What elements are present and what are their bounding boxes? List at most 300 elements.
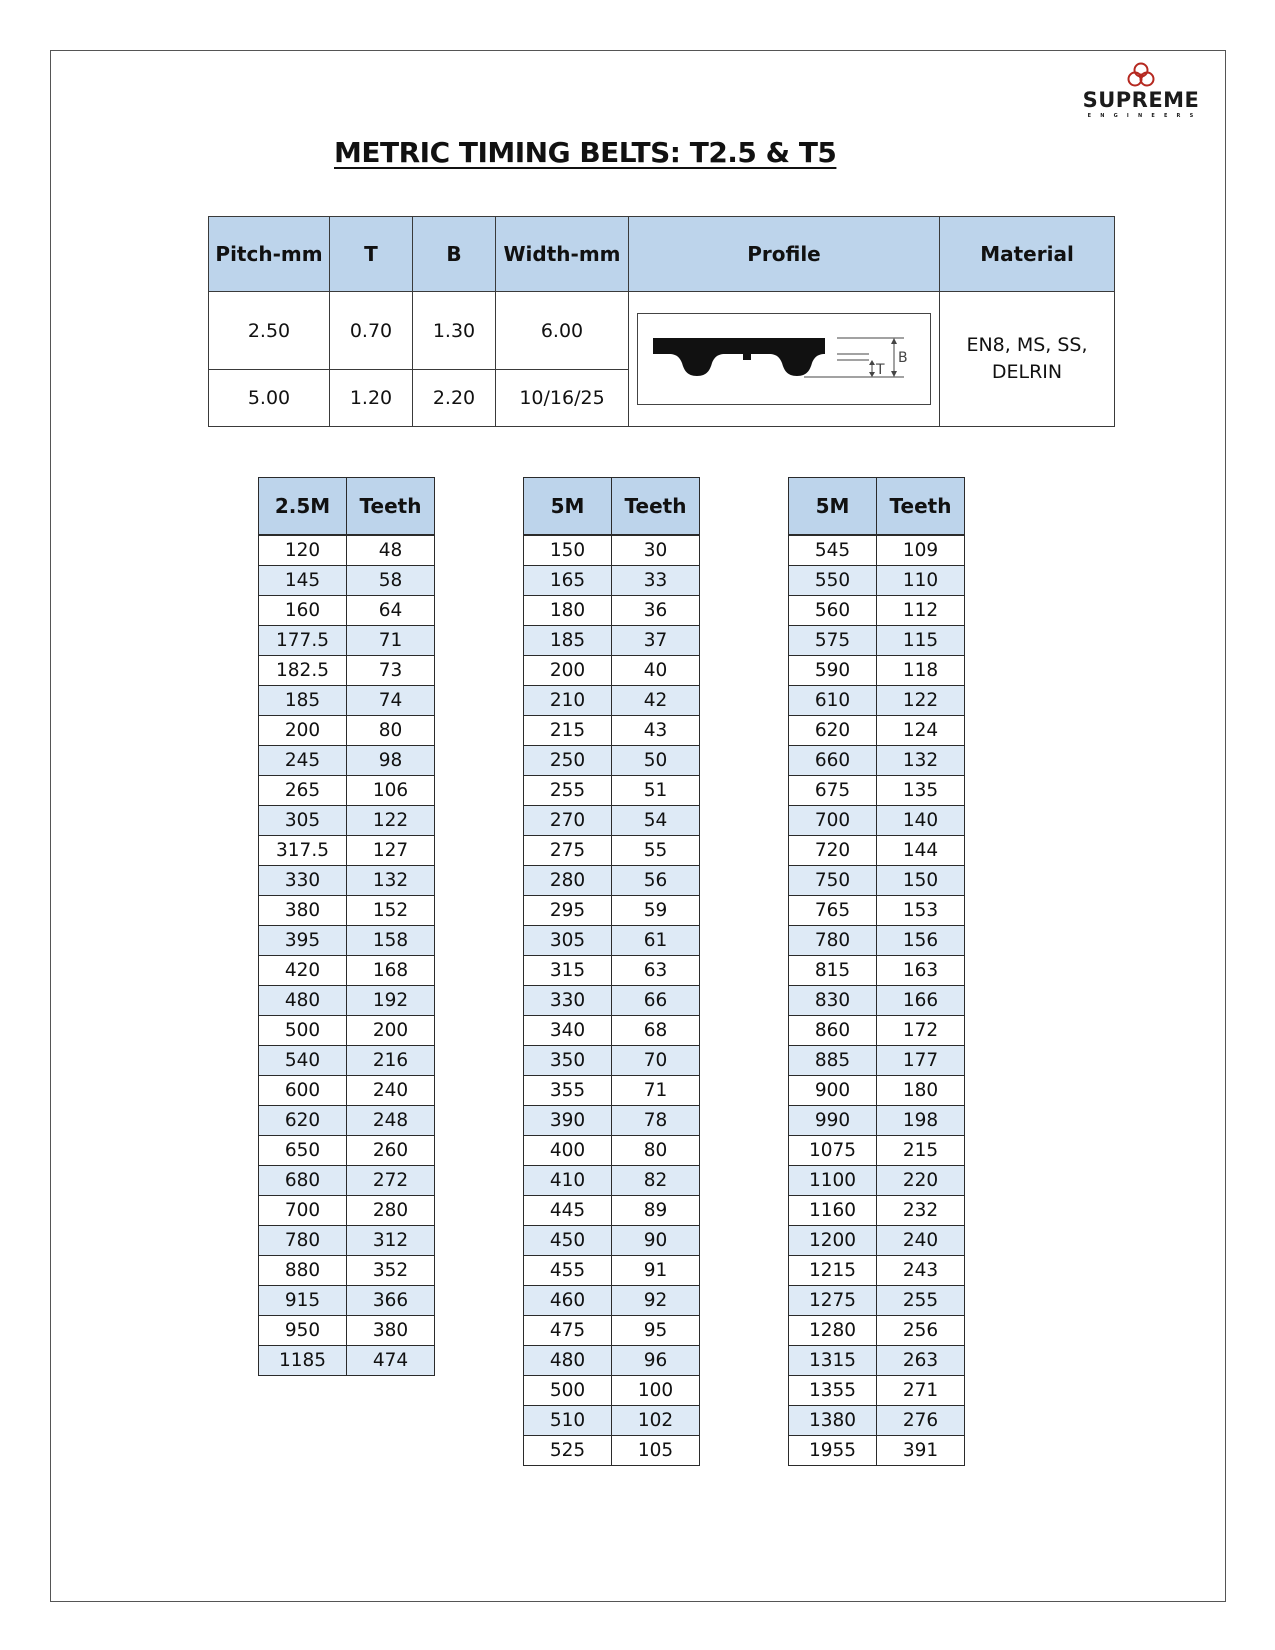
table-row <box>524 1016 700 1046</box>
teeth-cell: 168 <box>347 956 435 986</box>
belt-profile-icon <box>639 314 929 402</box>
length-cell: 1075 <box>789 1136 877 1166</box>
teeth-cell: 78 <box>612 1106 700 1136</box>
table-row <box>259 656 435 686</box>
table-row <box>789 1316 965 1346</box>
cell-profile <box>629 292 940 427</box>
table-row <box>789 656 965 686</box>
teeth-cell: 63 <box>612 956 700 986</box>
table-row <box>259 1256 435 1286</box>
teeth-cell: 48 <box>347 535 435 566</box>
teeth-cell: 271 <box>877 1376 965 1406</box>
table-row <box>524 866 700 896</box>
teeth-cell: 100 <box>612 1376 700 1406</box>
teeth-cell: 58 <box>347 566 435 596</box>
teeth-cell: 352 <box>347 1256 435 1286</box>
table-row <box>259 926 435 956</box>
length-cell: 560 <box>789 596 877 626</box>
cell-t: 0.70 <box>330 292 413 370</box>
teeth-cell: 153 <box>877 896 965 926</box>
length-cell: 180 <box>524 596 612 626</box>
length-cell: 550 <box>789 566 877 596</box>
company-logo <box>1076 62 1206 132</box>
table-row <box>259 1136 435 1166</box>
table-row <box>524 1436 700 1466</box>
length-cell: 185 <box>259 686 347 716</box>
teeth-cell: 177 <box>877 1046 965 1076</box>
length-cell: 395 <box>259 926 347 956</box>
teeth-cell: 127 <box>347 836 435 866</box>
length-cell: 460 <box>524 1286 612 1316</box>
header-material: Material <box>940 217 1115 292</box>
teeth-cell: 59 <box>612 896 700 926</box>
length-cell: 480 <box>524 1346 612 1376</box>
teeth-cell: 215 <box>877 1136 965 1166</box>
table-row <box>789 836 965 866</box>
teeth-cell: 92 <box>612 1286 700 1316</box>
teeth-cell: 82 <box>612 1166 700 1196</box>
table-row <box>524 1346 700 1376</box>
cell-b: 1.30 <box>413 292 496 370</box>
teeth-cell: 256 <box>877 1316 965 1346</box>
length-cell: 185 <box>524 626 612 656</box>
logo-name: SUPREME <box>1082 88 1200 112</box>
table-row <box>524 1226 700 1256</box>
teeth-cell: 220 <box>877 1166 965 1196</box>
table-row <box>259 836 435 866</box>
teeth-cell: 132 <box>877 746 965 776</box>
table-row <box>259 896 435 926</box>
teeth-cell: 74 <box>347 686 435 716</box>
table-row <box>789 1376 965 1406</box>
teeth-table-header <box>789 478 965 536</box>
teeth-cell: 37 <box>612 626 700 656</box>
length-cell: 1215 <box>789 1256 877 1286</box>
length-cell: 915 <box>259 1286 347 1316</box>
length-cell: 700 <box>789 806 877 836</box>
spec-table <box>208 216 1115 427</box>
table-row <box>524 1406 700 1436</box>
table-row <box>789 1196 965 1226</box>
teeth-cell: 260 <box>347 1136 435 1166</box>
teeth-cell: 43 <box>612 716 700 746</box>
length-cell: 1955 <box>789 1436 877 1466</box>
teeth-cell: 124 <box>877 716 965 746</box>
length-cell: 350 <box>524 1046 612 1076</box>
teeth-cell: 163 <box>877 956 965 986</box>
teeth-cell: 70 <box>612 1046 700 1076</box>
teeth-cell: 68 <box>612 1016 700 1046</box>
table-row <box>524 566 700 596</box>
table-row <box>789 1406 965 1436</box>
teeth-cell: 232 <box>877 1196 965 1226</box>
table-row <box>524 716 700 746</box>
length-cell: 380 <box>259 896 347 926</box>
teeth-cell: 56 <box>612 866 700 896</box>
table-row <box>524 596 700 626</box>
table-row <box>524 1076 700 1106</box>
cell-t: 1.20 <box>330 370 413 427</box>
teeth-cell: 122 <box>877 686 965 716</box>
length-cell: 200 <box>259 716 347 746</box>
teeth-table-2-5m <box>258 477 435 1376</box>
table-row <box>259 1196 435 1226</box>
table-row <box>259 1316 435 1346</box>
length-cell: 255 <box>524 776 612 806</box>
teeth-cell: 192 <box>347 986 435 1016</box>
material-line-1: EN8, MS, SS, <box>966 334 1088 356</box>
teeth-cell: 80 <box>347 716 435 746</box>
cell-pitch: 5.00 <box>209 370 330 427</box>
length-cell: 540 <box>259 1046 347 1076</box>
teeth-cell: 95 <box>612 1316 700 1346</box>
length-cell: 860 <box>789 1016 877 1046</box>
table-row <box>789 716 965 746</box>
teeth-cell: 105 <box>612 1436 700 1466</box>
teeth-table-header <box>524 478 700 536</box>
teeth-cell: 51 <box>612 776 700 806</box>
table-row <box>259 1016 435 1046</box>
header-width: Width-mm <box>496 217 629 292</box>
length-cell: 1315 <box>789 1346 877 1376</box>
teeth-cell: 172 <box>877 1016 965 1046</box>
cell-width: 6.00 <box>496 292 629 370</box>
length-cell: 610 <box>789 686 877 716</box>
table-row <box>259 626 435 656</box>
length-cell: 525 <box>524 1436 612 1466</box>
teeth-cell: 474 <box>347 1346 435 1376</box>
table-row <box>524 896 700 926</box>
table-row <box>789 1076 965 1106</box>
teeth-cell: 64 <box>347 596 435 626</box>
teeth-cell: 243 <box>877 1256 965 1286</box>
teeth-cell: 90 <box>612 1226 700 1256</box>
length-cell: 340 <box>524 1016 612 1046</box>
length-cell: 880 <box>259 1256 347 1286</box>
table-row <box>789 626 965 656</box>
length-cell: 265 <box>259 776 347 806</box>
table-row <box>259 1076 435 1106</box>
table-row <box>789 776 965 806</box>
length-cell: 270 <box>524 806 612 836</box>
teeth-cell: 216 <box>347 1046 435 1076</box>
teeth-cell: 71 <box>612 1076 700 1106</box>
teeth-table-5m-b <box>788 477 965 1466</box>
length-cell: 390 <box>524 1106 612 1136</box>
table-row <box>789 1106 965 1136</box>
table-row <box>524 1316 700 1346</box>
length-cell: 600 <box>259 1076 347 1106</box>
length-cell: 420 <box>259 956 347 986</box>
table-row <box>789 1226 965 1256</box>
length-cell: 1380 <box>789 1406 877 1436</box>
table-row <box>789 926 965 956</box>
length-cell: 215 <box>524 716 612 746</box>
length-cell: 720 <box>789 836 877 866</box>
table-row <box>259 566 435 596</box>
table-row <box>259 1106 435 1136</box>
header-length: 5M <box>789 478 877 536</box>
table-row <box>259 1046 435 1076</box>
length-cell: 182.5 <box>259 656 347 686</box>
header-teeth: Teeth <box>877 478 965 536</box>
table-row <box>789 686 965 716</box>
length-cell: 675 <box>789 776 877 806</box>
teeth-cell: 198 <box>877 1106 965 1136</box>
teeth-cell: 255 <box>877 1286 965 1316</box>
table-row <box>789 806 965 836</box>
length-cell: 830 <box>789 986 877 1016</box>
length-cell: 510 <box>524 1406 612 1436</box>
table-row <box>524 1196 700 1226</box>
length-cell: 900 <box>789 1076 877 1106</box>
table-row <box>524 836 700 866</box>
header-profile: Profile <box>629 217 940 292</box>
table-row <box>524 1106 700 1136</box>
teeth-cell: 55 <box>612 836 700 866</box>
header-teeth: Teeth <box>612 478 700 536</box>
table-row <box>259 806 435 836</box>
table-row <box>789 1286 965 1316</box>
teeth-cell: 73 <box>347 656 435 686</box>
length-cell: 160 <box>259 596 347 626</box>
length-cell: 150 <box>524 535 612 566</box>
length-cell: 575 <box>789 626 877 656</box>
length-cell: 620 <box>259 1106 347 1136</box>
table-row <box>789 956 965 986</box>
table-row <box>259 1226 435 1256</box>
length-cell: 410 <box>524 1166 612 1196</box>
header-length: 5M <box>524 478 612 536</box>
table-row <box>789 986 965 1016</box>
teeth-cell: 80 <box>612 1136 700 1166</box>
length-cell: 315 <box>524 956 612 986</box>
length-cell: 455 <box>524 1256 612 1286</box>
teeth-cell: 366 <box>347 1286 435 1316</box>
length-cell: 330 <box>259 866 347 896</box>
teeth-cell: 89 <box>612 1196 700 1226</box>
teeth-cell: 166 <box>877 986 965 1016</box>
teeth-cell: 98 <box>347 746 435 776</box>
teeth-cell: 152 <box>347 896 435 926</box>
teeth-cell: 40 <box>612 656 700 686</box>
teeth-cell: 391 <box>877 1436 965 1466</box>
length-cell: 305 <box>524 926 612 956</box>
table-row <box>524 1136 700 1166</box>
teeth-cell: 380 <box>347 1316 435 1346</box>
teeth-cell: 122 <box>347 806 435 836</box>
length-cell: 1355 <box>789 1376 877 1406</box>
header-t: T <box>330 217 413 292</box>
table-row <box>789 1256 965 1286</box>
length-cell: 305 <box>259 806 347 836</box>
table-row <box>524 1286 700 1316</box>
teeth-cell: 36 <box>612 596 700 626</box>
length-cell: 445 <box>524 1196 612 1226</box>
spec-header-row <box>209 217 1115 292</box>
table-row <box>259 1346 435 1376</box>
teeth-table-header <box>259 478 435 536</box>
length-cell: 400 <box>524 1136 612 1166</box>
length-cell: 650 <box>259 1136 347 1166</box>
length-cell: 590 <box>789 656 877 686</box>
table-row <box>789 1046 965 1076</box>
table-row <box>259 986 435 1016</box>
length-cell: 545 <box>789 535 877 566</box>
teeth-cell: 240 <box>877 1226 965 1256</box>
table-row <box>524 626 700 656</box>
length-cell: 317.5 <box>259 836 347 866</box>
table-row <box>259 746 435 776</box>
table-row <box>259 956 435 986</box>
length-cell: 145 <box>259 566 347 596</box>
length-cell: 765 <box>789 896 877 926</box>
teeth-cell: 132 <box>347 866 435 896</box>
table-row <box>789 896 965 926</box>
table-row <box>524 1376 700 1406</box>
length-cell: 120 <box>259 535 347 566</box>
length-cell: 780 <box>259 1226 347 1256</box>
length-cell: 500 <box>259 1016 347 1046</box>
teeth-cell: 42 <box>612 686 700 716</box>
teeth-cell: 240 <box>347 1076 435 1106</box>
table-row <box>524 746 700 776</box>
table-row <box>789 596 965 626</box>
cell-pitch: 2.50 <box>209 292 330 370</box>
teeth-cell: 280 <box>347 1196 435 1226</box>
length-cell: 275 <box>524 836 612 866</box>
length-cell: 1160 <box>789 1196 877 1226</box>
teeth-cell: 115 <box>877 626 965 656</box>
header-length: 2.5M <box>259 478 347 536</box>
logo-subtitle: ENGINEERS <box>1087 113 1203 119</box>
length-cell: 250 <box>524 746 612 776</box>
material-line-2: DELRIN <box>991 361 1063 383</box>
table-row <box>259 1286 435 1316</box>
teeth-cell: 180 <box>877 1076 965 1106</box>
length-cell: 480 <box>259 986 347 1016</box>
teeth-cell: 200 <box>347 1016 435 1046</box>
teeth-cell: 96 <box>612 1346 700 1376</box>
length-cell: 500 <box>524 1376 612 1406</box>
table-row <box>259 776 435 806</box>
length-cell: 1100 <box>789 1166 877 1196</box>
teeth-cell: 140 <box>877 806 965 836</box>
teeth-cell: 66 <box>612 986 700 1016</box>
length-cell: 450 <box>524 1226 612 1256</box>
table-row <box>259 1166 435 1196</box>
table-row <box>524 926 700 956</box>
table-row <box>789 1166 965 1196</box>
length-cell: 280 <box>524 866 612 896</box>
length-cell: 245 <box>259 746 347 776</box>
teeth-cell: 144 <box>877 836 965 866</box>
table-row <box>259 686 435 716</box>
teeth-cell: 30 <box>612 535 700 566</box>
length-cell: 885 <box>789 1046 877 1076</box>
table-row <box>524 1046 700 1076</box>
length-cell: 680 <box>259 1166 347 1196</box>
supreme-logo-icon <box>1126 62 1156 88</box>
table-row <box>524 806 700 836</box>
teeth-cell: 312 <box>347 1226 435 1256</box>
teeth-cell: 263 <box>877 1346 965 1376</box>
teeth-cell: 110 <box>877 566 965 596</box>
table-row <box>789 535 965 566</box>
teeth-cell: 71 <box>347 626 435 656</box>
table-row <box>524 1166 700 1196</box>
table-row <box>789 866 965 896</box>
length-cell: 950 <box>259 1316 347 1346</box>
length-cell: 177.5 <box>259 626 347 656</box>
teeth-cell: 61 <box>612 926 700 956</box>
length-cell: 1280 <box>789 1316 877 1346</box>
length-cell: 330 <box>524 986 612 1016</box>
teeth-cell: 150 <box>877 866 965 896</box>
table-row <box>524 1256 700 1286</box>
header-b: B <box>413 217 496 292</box>
length-cell: 700 <box>259 1196 347 1226</box>
length-cell: 165 <box>524 566 612 596</box>
teeth-cell: 50 <box>612 746 700 776</box>
profile-t-label: T <box>876 362 885 378</box>
table-row <box>789 1136 965 1166</box>
teeth-cell: 102 <box>612 1406 700 1436</box>
teeth-cell: 91 <box>612 1256 700 1286</box>
length-cell: 295 <box>524 896 612 926</box>
table-row <box>524 956 700 986</box>
table-row <box>789 746 965 776</box>
table-row <box>789 1346 965 1376</box>
table-row <box>259 716 435 746</box>
length-cell: 1275 <box>789 1286 877 1316</box>
length-cell: 210 <box>524 686 612 716</box>
table-row <box>259 866 435 896</box>
length-cell: 1185 <box>259 1346 347 1376</box>
teeth-cell: 112 <box>877 596 965 626</box>
header-teeth: Teeth <box>347 478 435 536</box>
teeth-cell: 135 <box>877 776 965 806</box>
teeth-cell: 54 <box>612 806 700 836</box>
cell-b: 2.20 <box>413 370 496 427</box>
length-cell: 475 <box>524 1316 612 1346</box>
length-cell: 750 <box>789 866 877 896</box>
profile-diagram <box>637 313 931 405</box>
length-cell: 780 <box>789 926 877 956</box>
table-row <box>524 656 700 686</box>
table-row <box>789 566 965 596</box>
table-row <box>524 776 700 806</box>
teeth-table-5m-a <box>523 477 700 1466</box>
length-cell: 620 <box>789 716 877 746</box>
table-row <box>259 596 435 626</box>
table-row <box>524 535 700 566</box>
teeth-cell: 248 <box>347 1106 435 1136</box>
length-cell: 660 <box>789 746 877 776</box>
teeth-cell: 276 <box>877 1406 965 1436</box>
spec-row <box>209 292 1115 370</box>
teeth-cell: 158 <box>347 926 435 956</box>
page-title: METRIC TIMING BELTS: T2.5 & T5 <box>334 136 837 169</box>
teeth-cell: 33 <box>612 566 700 596</box>
teeth-cell: 118 <box>877 656 965 686</box>
length-cell: 990 <box>789 1106 877 1136</box>
teeth-cell: 272 <box>347 1166 435 1196</box>
teeth-cell: 156 <box>877 926 965 956</box>
length-cell: 1200 <box>789 1226 877 1256</box>
table-row <box>524 686 700 716</box>
table-row <box>789 1436 965 1466</box>
